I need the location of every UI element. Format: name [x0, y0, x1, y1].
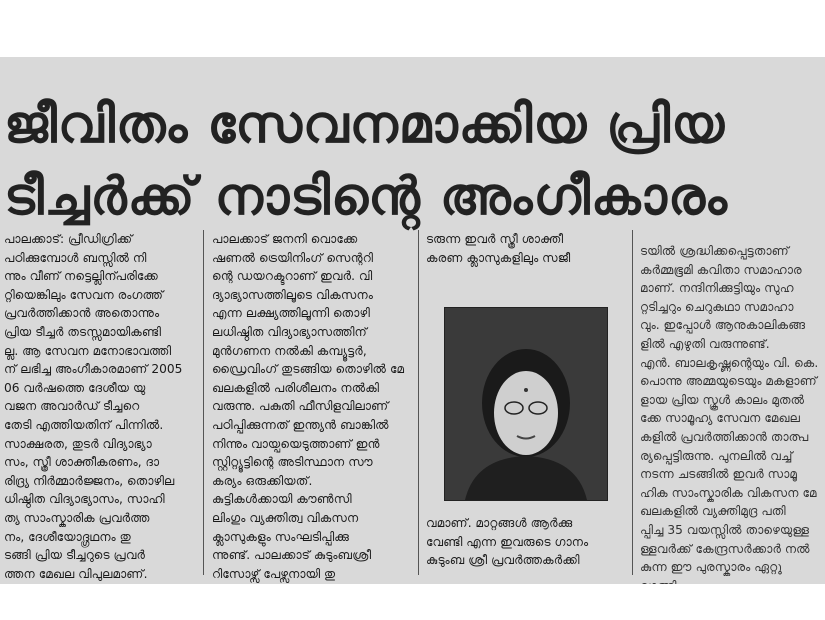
text-line: വേണ്ടി എന്ന ഇവരുടെ ഗാനം [426, 534, 589, 549]
text-line: ലിംഗും വ്യക്തിത്വ വികസന [212, 510, 359, 525]
text-line: ളായ പ്രിയ സ്കൂൾ കാലം മുതൽ [640, 392, 805, 407]
text-line: സാക്ഷരത, തുടർ വിദ്യാഭ്യാ [4, 436, 152, 451]
text-line: നം, ദേശീയോദ്ഗ്രഥനം തു [4, 529, 131, 544]
text-line: ഹിക സാംസ്കാരിക വികസന മേ [640, 485, 817, 500]
text-line: മുൻഗണന നൽകി കമ്പ്യൂട്ടർ, [212, 343, 367, 358]
text-line: ധിഷ്ഠിത വിദ്യാഭ്യാസം, സാഹി [4, 492, 165, 507]
article-column-2 [212, 230, 412, 583]
column-divider-2 [418, 230, 419, 575]
text-line: ത്തന മേഖല വിപുലമാണ്. [4, 566, 148, 581]
text-line: കുട്ടികൾക്കായി കൗൺസി [212, 492, 352, 507]
column-divider-3 [632, 230, 633, 575]
text-line: സം, സ്ത്രീ ശാക്തീകരണം, ദാ [4, 455, 160, 470]
text-line: ദ്യാഭ്യാസത്തിലൂടെ വികസനം [212, 287, 373, 302]
newspaper-clipping [0, 57, 825, 584]
text-line: ല്ല. ആ സേവന മനോഭാവത്തി [4, 343, 172, 358]
text-line: വമാണ്. മാറ്റങ്ങൾ ആർക്കു [426, 516, 573, 530]
text-line: കുടുംബ ശ്രീ പ്രവർത്തകർക്കി [426, 553, 580, 568]
text-line: ര്യപ്പെട്ടിരുന്നു. പുനലിൽ വച്ച് [640, 448, 793, 463]
text-line: ടരുന്ന ഇവർ സ്ത്രീ ശാക്തീ [426, 232, 564, 246]
text-line: എന്ന ലക്ഷ്യത്തിലൂന്നി തൊഴി [212, 306, 370, 321]
text-line: വജന അവാർഡ് ടീച്ചറെ [4, 399, 140, 414]
text-line: ഡ്രൈവിംഗ് തുടങ്ങിയ തൊഴിൽ മേ [212, 362, 405, 377]
text-line: വും. ഇപ്പോൾ ആനുകാലികങ്ങ [640, 318, 806, 333]
text-line: ക്കേ സാമൂഹ്യ സേവന മേഖല [640, 411, 801, 426]
text-line: ക്ലാസുകളും സംഘടിപ്പിക്കു [212, 529, 350, 544]
text-line: രിദ്ര്യ നിർമ്മാർജ്ജനം, തൊഴില [4, 473, 175, 488]
text-line: റിസോഴ്സ് പേഴ്സനായി തു [212, 566, 336, 581]
portrait-image [445, 308, 607, 500]
portrait-photo [444, 307, 608, 501]
text-line: ഖലകളിൽ പരിശീലനം നൽകി [212, 380, 380, 395]
text-line: പൊന്നു അമ്മയുടെയും മകളാണ് [640, 374, 817, 389]
text-line: പാലക്കാട്: പ്രീഡിഗ്രിക്ക് [4, 232, 133, 246]
article-column-3-bottom [426, 514, 626, 570]
text-line: കര്യം ഒരുക്കിയത്. [212, 473, 313, 488]
text-line: ടങ്ങി പ്രിയ ടീച്ചറുടെ പ്രവർ [4, 548, 146, 563]
text-line: ന്നും വീണ് നട്ടെല്ലിന്പരിക്കേ [4, 269, 158, 284]
text-line: പ്രിയ ടീച്ചർ തടസ്സമായികണ്ടി [4, 324, 162, 339]
headline-line-1: ജീവിതം സേവനമാക്കിയ പ്രിയ [4, 95, 726, 155]
text-line: പാലക്കാട് ജനനി വൊക്കേ [212, 232, 358, 246]
text-line: ഖലകളിൽ വ്യക്തിമുദ്ര പതി [640, 504, 786, 519]
text-line: മാണ്. നന്ദിനിക്കുട്ടിയും സുഹ [640, 281, 794, 296]
text-line: നടന്ന ചടങ്ങിൽ ഇവർ സാമൂ [640, 467, 798, 482]
article-column-1 [4, 230, 192, 583]
text-line: കരണ ക്ലാസുകളിലും സജീ [426, 250, 571, 265]
text-line: കളിൽ പ്രവർത്തിക്കാൻ താത്പ [640, 429, 809, 444]
text-line: തേടി എത്തിയതിന് പിന്നിൽ. [4, 417, 164, 432]
text-line: റ്റിയെങ്കിലും സേവന രംഗത്ത് [4, 287, 164, 302]
text-line: ന് ലഭിച്ച അംഗീകാരമാണ് 2005 [4, 362, 183, 377]
text-line: ഷണൽ ട്രെയിനിംഗ് സെന്ററി [212, 250, 374, 265]
text-line: ത്യ സാംസ്കാരിക പ്രവർത്ത [4, 510, 150, 525]
text-line: റ്റടിച്ചറും ചെറുകഥാ സമാഹാ [640, 299, 794, 314]
text-line: പ്പിച്ച 35 വയസ്സിൽ താഴെയുള്ള [640, 522, 810, 537]
text-line: പഠിക്കുമ്പോൾ ബസ്സിൽ നി [4, 250, 147, 265]
text-line: സ്റ്റിറ്റ്യൂട്ടിന്റെ അടിസ്ഥാന സൗ [212, 455, 373, 470]
text-line: ന്നുണ്ട്. പാലക്കാട് കുടുംബശ്രീ [212, 548, 372, 563]
text-line: ലധിഷ്ഠിത വിദ്യാഭ്യാസത്തിന് [212, 324, 367, 339]
text-line: ന്റെ ഡയറക്ടറാണ് ഇവർ. വി [212, 269, 373, 284]
text-line: ളിൽ എഴുതി വരുന്നുണ്ട്. [640, 336, 770, 351]
headline-line-2: ടീച്ചർക്ക് നാടിന്റെ അംഗീകാരം [4, 167, 728, 227]
text-line: പ്രവർത്തിക്കാൻ അതൊന്നും [4, 306, 160, 321]
text-line: വരുന്നു. പകുതി ഫീസിളവിലാണ് [212, 399, 389, 414]
text-line: ള്ളവർക്ക് കേന്ദ്രസർക്കാർ നൽ [640, 541, 810, 556]
article-column-4 [640, 242, 825, 595]
text-line: കർമ്മഭൂമി കവിതാ സമാഹാര [640, 262, 802, 277]
text-line: 06 വർഷത്തെ ദേശീയ യു [4, 380, 146, 395]
text-line: നിന്നും വായ്പയെടുത്താണ് ഇൻ [212, 436, 380, 451]
column-divider-1 [203, 230, 204, 575]
text-line: എൻ. ബാലകൃഷ്ണന്റെയും വി. കെ. [640, 355, 819, 370]
page-margin [0, 584, 825, 620]
article-column-3-top [426, 230, 626, 267]
text-line: പഠിപ്പിക്കുന്നത് ഇന്ത്യൻ ബാങ്കിൽ [212, 417, 389, 432]
text-line: ടയിൽ ശ്രദ്ധിക്കപ്പെട്ടതാണ് [640, 244, 789, 258]
text-line: കുന്ന ഈ പുരസ്കാരം ഏറ്റു [640, 560, 782, 575]
